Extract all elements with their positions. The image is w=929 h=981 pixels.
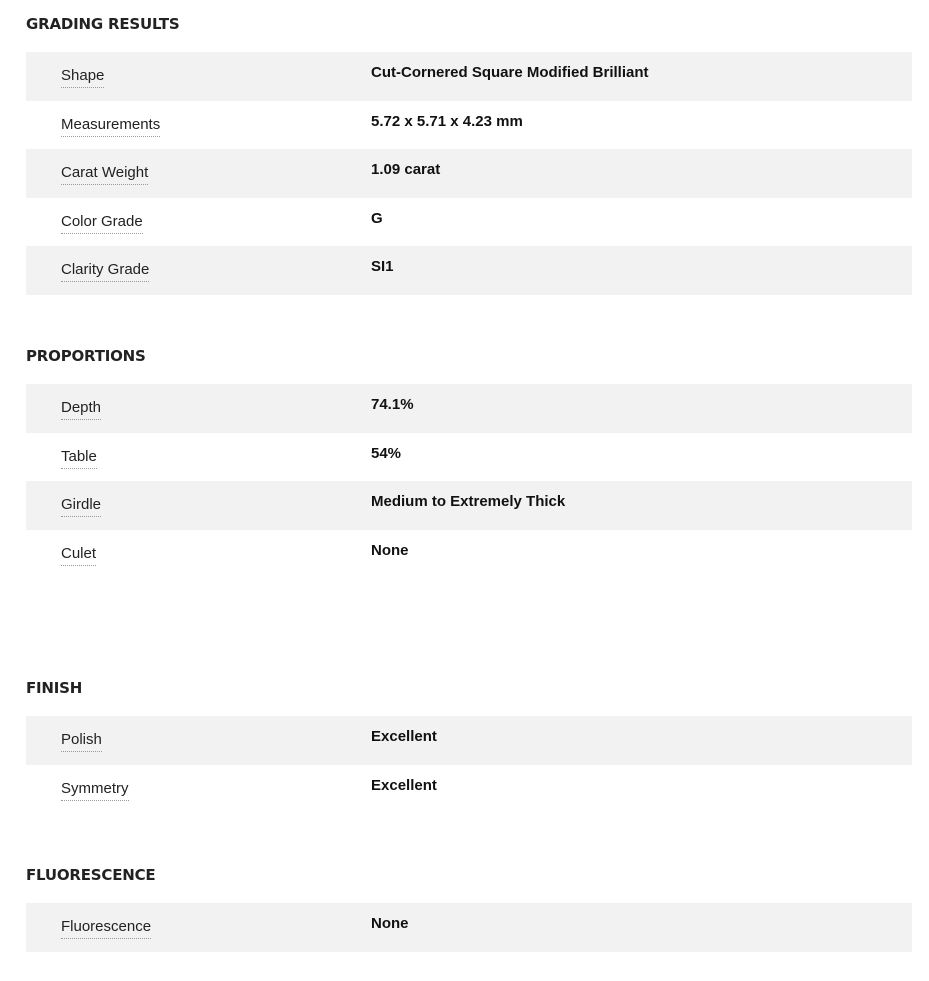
row-value: SI1 (371, 258, 394, 275)
table-row-girdle (26, 481, 912, 530)
row-value: None (371, 541, 409, 559)
row-label[interactable]: Color Grade (61, 213, 143, 234)
table-row-shape (26, 52, 912, 101)
section-title: FLUORESCENCE (26, 866, 156, 884)
finish-table (26, 716, 912, 813)
table-row-fluorescence (26, 903, 912, 952)
row-value: 5.72 x 5.71 x 4.23 mm (371, 112, 523, 130)
row-value: Cut-Cornered Square Modified Brilliant (371, 64, 649, 81)
row-label[interactable]: Measurements (61, 116, 160, 137)
row-label[interactable]: Table (61, 448, 97, 469)
table-row-color-grade (26, 198, 912, 247)
row-value: 74.1% (371, 396, 414, 413)
row-label[interactable]: Girdle (61, 496, 101, 517)
row-label[interactable]: Depth (61, 399, 101, 420)
table-row-symmetry (26, 765, 912, 814)
row-label[interactable]: Clarity Grade (61, 261, 149, 282)
row-label[interactable]: Polish (61, 731, 102, 752)
table-row-culet (26, 530, 912, 579)
row-value: 1.09 carat (371, 161, 441, 178)
grading-results-table (26, 52, 912, 295)
section-title: GRADING RESULTS (26, 15, 180, 33)
table-row-carat-weight (26, 149, 912, 198)
row-value: 54% (371, 444, 402, 462)
fluorescence-table (26, 903, 912, 952)
row-value: G (371, 209, 383, 227)
row-label[interactable]: Symmetry (61, 780, 129, 801)
table-row-measurements (26, 101, 912, 150)
table-row-table (26, 433, 912, 482)
row-label[interactable]: Carat Weight (61, 164, 148, 185)
row-value: Medium to Extremely Thick (371, 493, 566, 510)
table-row-polish (26, 716, 912, 765)
table-row-clarity-grade (26, 246, 912, 295)
section-title: FINISH (26, 679, 83, 697)
table-row-depth (26, 384, 912, 433)
row-value: None (371, 915, 409, 932)
row-label[interactable]: Shape (61, 67, 104, 88)
row-label[interactable]: Fluorescence (61, 918, 151, 939)
proportions-table (26, 384, 912, 578)
row-value: Excellent (371, 776, 437, 794)
section-title: PROPORTIONS (26, 347, 146, 365)
row-value: Excellent (371, 728, 437, 745)
row-label[interactable]: Culet (61, 545, 96, 566)
